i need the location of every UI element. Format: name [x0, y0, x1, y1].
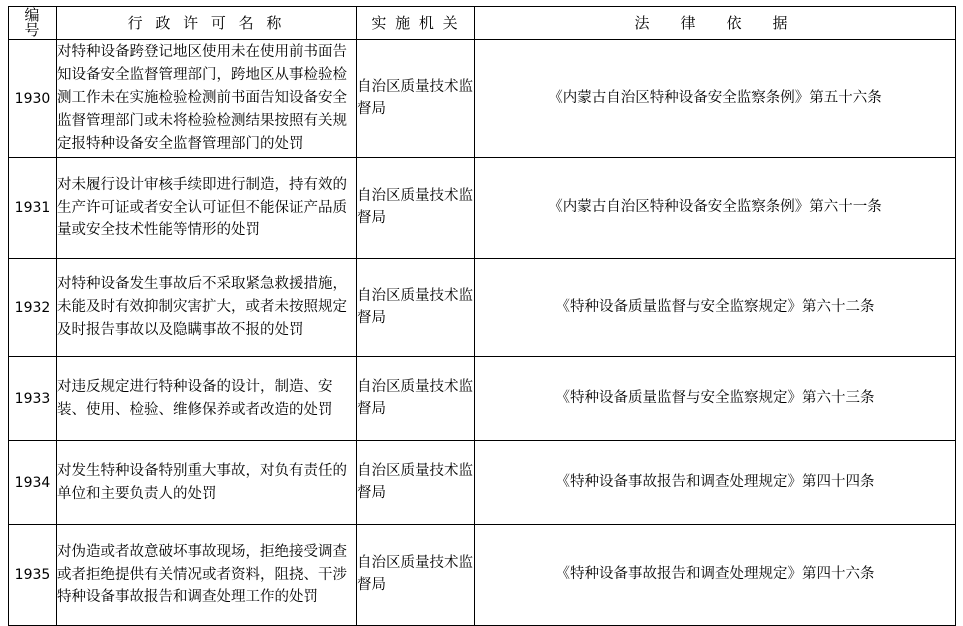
- table-row: [9, 525, 956, 626]
- cell-legal-basis: 《特种设备质量监督与安全监察规定》第六十三条: [475, 357, 956, 441]
- table-row: [9, 357, 956, 441]
- cell-code: 1933: [9, 357, 57, 441]
- cell-legal-basis: 《内蒙古自治区特种设备安全监察条例》第五十六条: [475, 40, 956, 158]
- cell-name: 对特种设备跨登记地区使用未在使用前书面告知设备安全监督管理部门，跨地区从事检验检测工作未在实施检验检测前书面告知设备安全监督管理部门或未将检验检测结果按照有关规定报特种设备安全监督管理部门的处罚: [57, 40, 357, 158]
- table-row: [9, 40, 956, 158]
- table-row: [9, 259, 956, 357]
- cell-legal-basis: 《特种设备质量监督与安全监察规定》第六十二条: [475, 259, 956, 357]
- cell-code: 1935: [9, 525, 57, 626]
- administrative-permit-table: [8, 6, 956, 626]
- column-header-organization: 实 施 机 关: [357, 7, 475, 40]
- table-header-row: [9, 7, 956, 40]
- table-row: [9, 158, 956, 259]
- cell-code: 1930: [9, 40, 57, 158]
- cell-name: 对特种设备发生事故后不采取紧急救援措施，未能及时有效抑制灾害扩大，或者未按照规定及时报告事故以及隐瞒事故不报的处罚: [57, 259, 357, 357]
- cell-organization: 自治区质量技术监督局: [357, 158, 475, 259]
- cell-organization: 自治区质量技术监督局: [357, 357, 475, 441]
- cell-code: 1931: [9, 158, 57, 259]
- cell-organization: 自治区质量技术监督局: [357, 40, 475, 158]
- cell-name: 对违反规定进行特种设备的设计，制造、安装、使用、检验、维修保养或者改造的处罚: [57, 357, 357, 441]
- table-row: [9, 441, 956, 525]
- cell-name: 对伪造或者故意破坏事故现场，拒绝接受调查或者拒绝提供有关情况或者资料，阻挠、干涉特种设备事故报告和调查处理工作的处罚: [57, 525, 357, 626]
- cell-name: 对发生特种设备特别重大事故，对负有责任的单位和主要负责人的处罚: [57, 441, 357, 525]
- cell-legal-basis: 《特种设备事故报告和调查处理规定》第四十六条: [475, 525, 956, 626]
- cell-organization: 自治区质量技术监督局: [357, 259, 475, 357]
- column-header-name: 行 政 许 可 名 称: [57, 7, 357, 40]
- table-body: [9, 40, 956, 626]
- cell-code: 1934: [9, 441, 57, 525]
- column-header-legal-basis: 法 律 依 据: [475, 7, 956, 40]
- cell-organization: 自治区质量技术监督局: [357, 525, 475, 626]
- cell-legal-basis: 《特种设备事故报告和调查处理规定》第四十四条: [475, 441, 956, 525]
- column-header-code: 编 号: [9, 7, 57, 40]
- cell-organization: 自治区质量技术监督局: [357, 441, 475, 525]
- table-header: [9, 7, 956, 40]
- cell-legal-basis: 《内蒙古自治区特种设备安全监察条例》第六十一条: [475, 158, 956, 259]
- cell-code: 1932: [9, 259, 57, 357]
- cell-name: 对未履行设计审核手续即进行制造，持有效的生产许可证或者安全认可证但不能保证产品质量或安全技术性能等情形的处罚: [57, 158, 357, 259]
